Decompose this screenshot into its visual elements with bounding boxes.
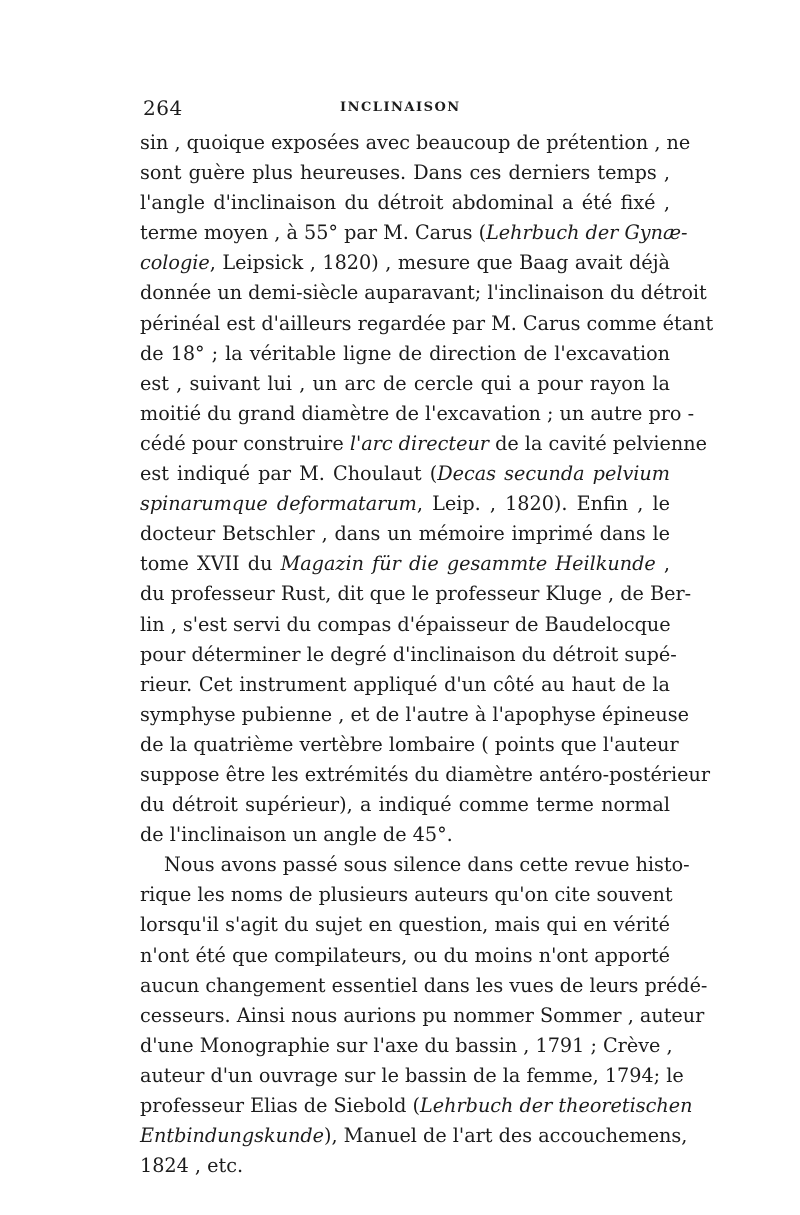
text-segment: est , suivant lui , un arc de cercle qui a pour rayon la bbox=[140, 371, 670, 395]
text-segment: , Leipsick , 1820) , mesure que Baag avait déjà bbox=[209, 251, 670, 275]
text-line bbox=[140, 730, 679, 760]
paragraph bbox=[140, 128, 714, 850]
text-line bbox=[140, 549, 670, 579]
text-segment: Nous avons passé sous silence dans cette revue histo- bbox=[164, 853, 690, 877]
text-segment: symphyse pubienne , et de l'autre à l'apophyse épineuse bbox=[140, 702, 689, 726]
text-line bbox=[140, 910, 670, 940]
text-line bbox=[140, 640, 677, 670]
text-line bbox=[140, 1091, 693, 1121]
text-line bbox=[140, 1121, 688, 1151]
text-segment: donnée un demi-siècle auparavant; l'inclinaison du détroit bbox=[140, 281, 707, 305]
text-line bbox=[140, 519, 670, 549]
text-line bbox=[140, 399, 695, 429]
text-line bbox=[140, 820, 670, 850]
page-number: 264 bbox=[143, 96, 183, 120]
text-segment: lorsqu'il s'agit du sujet en question, mais qui en vérité bbox=[140, 913, 670, 937]
text-segment: professeur Elias de Siebold ( bbox=[140, 1094, 421, 1117]
text-line bbox=[140, 429, 707, 459]
text-line bbox=[140, 880, 673, 910]
text-line bbox=[140, 459, 670, 489]
text-line bbox=[140, 339, 670, 369]
text-line bbox=[140, 1031, 673, 1061]
text-segment: moitié du grand diamètre de l'excavation ; un autre pro - bbox=[140, 401, 695, 425]
text-line bbox=[140, 670, 670, 700]
text-segment: , bbox=[655, 552, 671, 576]
italic-text-segment: Lehrbuch der Gynæ- bbox=[486, 221, 688, 245]
text-segment: de 18° ; la véritable ligne de direction de l'excavation bbox=[140, 341, 670, 365]
text-segment: auteur d'un ouvrage sur le bassin de la femme, 1794; le bbox=[140, 1063, 684, 1087]
text-line bbox=[140, 850, 690, 880]
text-line bbox=[140, 700, 689, 730]
italic-text-segment: l'arc directeur bbox=[349, 431, 489, 455]
text-segment: n'ont été que compilateurs, ou du moins n'ont apporté bbox=[140, 943, 670, 967]
text-segment: rieur. Cet instrument appliqué d'un côté au haut de la bbox=[140, 672, 670, 696]
text-line bbox=[140, 128, 691, 158]
text-line bbox=[140, 790, 670, 820]
text-line bbox=[140, 218, 688, 248]
text-line bbox=[140, 579, 692, 609]
text-segment: pour déterminer le degré d'inclinaison du détroit supé- bbox=[140, 642, 677, 666]
text-segment: d'une Monographie sur l'axe du bassin , 1791 ; Crève , bbox=[140, 1033, 673, 1057]
text-segment: 1824 , etc. bbox=[140, 1154, 244, 1178]
text-segment: rique les noms de plusieurs auteurs qu'on cite souvent bbox=[140, 883, 673, 907]
text-line bbox=[140, 278, 707, 308]
text-segment: docteur Betschler , dans un mémoire imprimé dans le bbox=[140, 522, 670, 546]
text-line bbox=[140, 309, 714, 339]
italic-text-segment: Lehrbuch der theoretischen bbox=[420, 1094, 693, 1117]
text-segment: cesseurs. Ainsi nous aurions pu nommer Sommer , auteur bbox=[140, 1003, 705, 1027]
paragraph bbox=[140, 850, 708, 1181]
text-line bbox=[140, 1001, 705, 1031]
text-line bbox=[140, 941, 670, 971]
running-title: INCLINAISON bbox=[340, 100, 461, 115]
text-line bbox=[140, 760, 711, 790]
text-segment: de l'inclinaison un angle de 45°. bbox=[140, 823, 453, 847]
text-segment: est indiqué par M. Choulaut ( bbox=[140, 462, 438, 486]
text-line bbox=[140, 369, 670, 399]
text-segment: tome XVII du bbox=[140, 552, 281, 576]
text-line bbox=[140, 188, 670, 218]
text-segment: du professeur Rust, dit que le professeur Kluge , de Ber- bbox=[140, 582, 692, 606]
text-segment: périnéal est d'ailleurs regardée par M. Carus comme étant bbox=[140, 311, 714, 335]
text-line bbox=[140, 248, 670, 278]
italic-text-segment: Entbindungskunde bbox=[140, 1124, 324, 1148]
text-segment: de la cavité pelvienne bbox=[488, 431, 707, 455]
text-segment: terme moyen , à 55° par M. Carus ( bbox=[140, 221, 487, 245]
text-segment: du détroit supérieur), a indiqué comme terme normal bbox=[140, 793, 670, 817]
italic-text-segment: Magazin für die gesammte Heilkunde bbox=[280, 552, 656, 576]
text-line bbox=[140, 1151, 670, 1181]
italic-text-segment: spinarumque deformatarum bbox=[140, 492, 417, 516]
text-line bbox=[140, 1061, 684, 1091]
text-segment: l'angle d'inclinaison du détroit abdominal a été fixé , bbox=[140, 191, 670, 215]
body-text bbox=[140, 128, 714, 1181]
text-segment: ), Manuel de l'art des accouchemens, bbox=[323, 1124, 688, 1148]
italic-text-segment: cologie bbox=[140, 251, 210, 275]
text-line bbox=[140, 489, 670, 519]
text-segment: cédé pour construire bbox=[140, 431, 350, 455]
text-segment: lin , s'est servi du compas d'épaisseur de Baudelocque bbox=[140, 612, 671, 636]
text-line bbox=[140, 971, 708, 1001]
page-header bbox=[135, 96, 675, 128]
text-line bbox=[140, 158, 670, 188]
text-line bbox=[140, 610, 670, 640]
text-segment: , Leip. , 1820). Enfin , le bbox=[416, 492, 670, 516]
text-segment: aucun changement essentiel dans les vues de leurs prédé- bbox=[140, 973, 708, 997]
text-segment: de la quatrième vertèbre lombaire ( points que l'auteur bbox=[140, 732, 679, 756]
text-segment: sin , quoique exposées avec beaucoup de prétention , ne bbox=[140, 131, 691, 154]
text-segment: suppose être les extrémités du diamètre antéro-postérieur bbox=[140, 762, 711, 786]
italic-text-segment: Decas secunda pelvium bbox=[437, 462, 670, 486]
text-segment: sont guère plus heureuses. Dans ces derniers temps , bbox=[140, 161, 670, 185]
